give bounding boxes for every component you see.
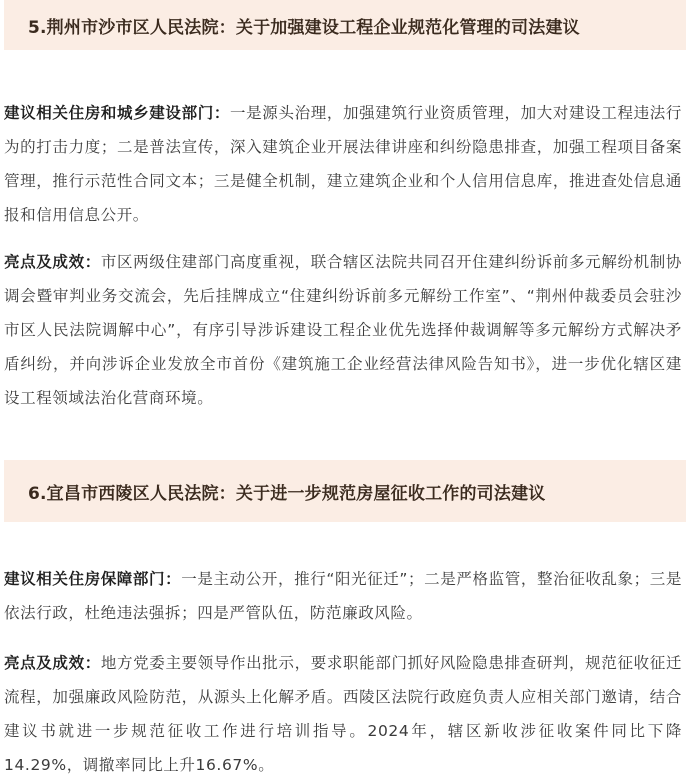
section-6-suggestion-lead: 建议相关住房保障部门： bbox=[4, 570, 182, 588]
section-5-heading bbox=[4, 0, 686, 50]
section-6-heading bbox=[4, 460, 686, 522]
section-6-suggestion-paragraph bbox=[4, 562, 682, 630]
section-6-results-text: 地方党委主要领导作出批示，要求职能部门抓好风险隐患排查研判，规范征收征迁流程，加强廉政风险防范，从源头上化解矛盾。西陵区法院行政庭负责人应相关部门邀请，结合建议书就进一步规范征收工作进行培训指导。2024年，辖区新收涉征收案件同比下降14.29%，调撤率同比上升16.67%。 bbox=[4, 654, 682, 774]
section-5-results-lead: 亮点及成效： bbox=[4, 253, 101, 271]
section-6-title: 6.宜昌市西陵区人民法院：关于进一步规范房屋征收工作的司法建议 bbox=[28, 483, 546, 504]
section-5-suggestion-paragraph bbox=[4, 96, 682, 232]
section-5-suggestion-lead: 建议相关住房和城乡建设部门： bbox=[4, 104, 231, 122]
section-6-results-lead: 亮点及成效： bbox=[4, 654, 101, 672]
section-5-title: 5.荆州市沙市区人民法院：关于加强建设工程企业规范化管理的司法建议 bbox=[28, 17, 580, 38]
section-5-suggestion-text: 一是源头治理，加强建筑行业资质管理，加大对建设工程违法行为的打击力度；二是普法宣传，深入建筑企业开展法律讲座和纠纷隐患排查，加强工程项目备案管理，推行示范性合同文本；三是健全机制，建立建筑企业和个人信用信息库，推进查处信息通报和信用信息公开。 bbox=[4, 104, 682, 224]
section-6-suggestion-text: 一是主动公开，推行“阳光征迁”；二是严格监管，整治征收乱象；三是依法行政，杜绝违法强拆；四是严管队伍，防范廉政风险。 bbox=[4, 570, 683, 622]
section-5-results-paragraph bbox=[4, 245, 682, 415]
section-5-results-text: 市区两级住建部门高度重视，联合辖区法院共同召开住建纠纷诉前多元解纷机制协调会暨审判业务交流会，先后挂牌成立“住建纠纷诉前多元解纷工作室”、“荆州仲裁委员会驻沙市区人民法院调解中心”，有序引导涉诉建设工程企业优先选择仲裁调解等多元解纷方式解决矛盾纠纷，并向涉诉企业发放全市首份《建筑施工企业经营法律风险告知书》，进一步优化辖区建设工程领域法治化营商环境。 bbox=[4, 253, 682, 407]
section-6-results-paragraph bbox=[4, 646, 682, 782]
